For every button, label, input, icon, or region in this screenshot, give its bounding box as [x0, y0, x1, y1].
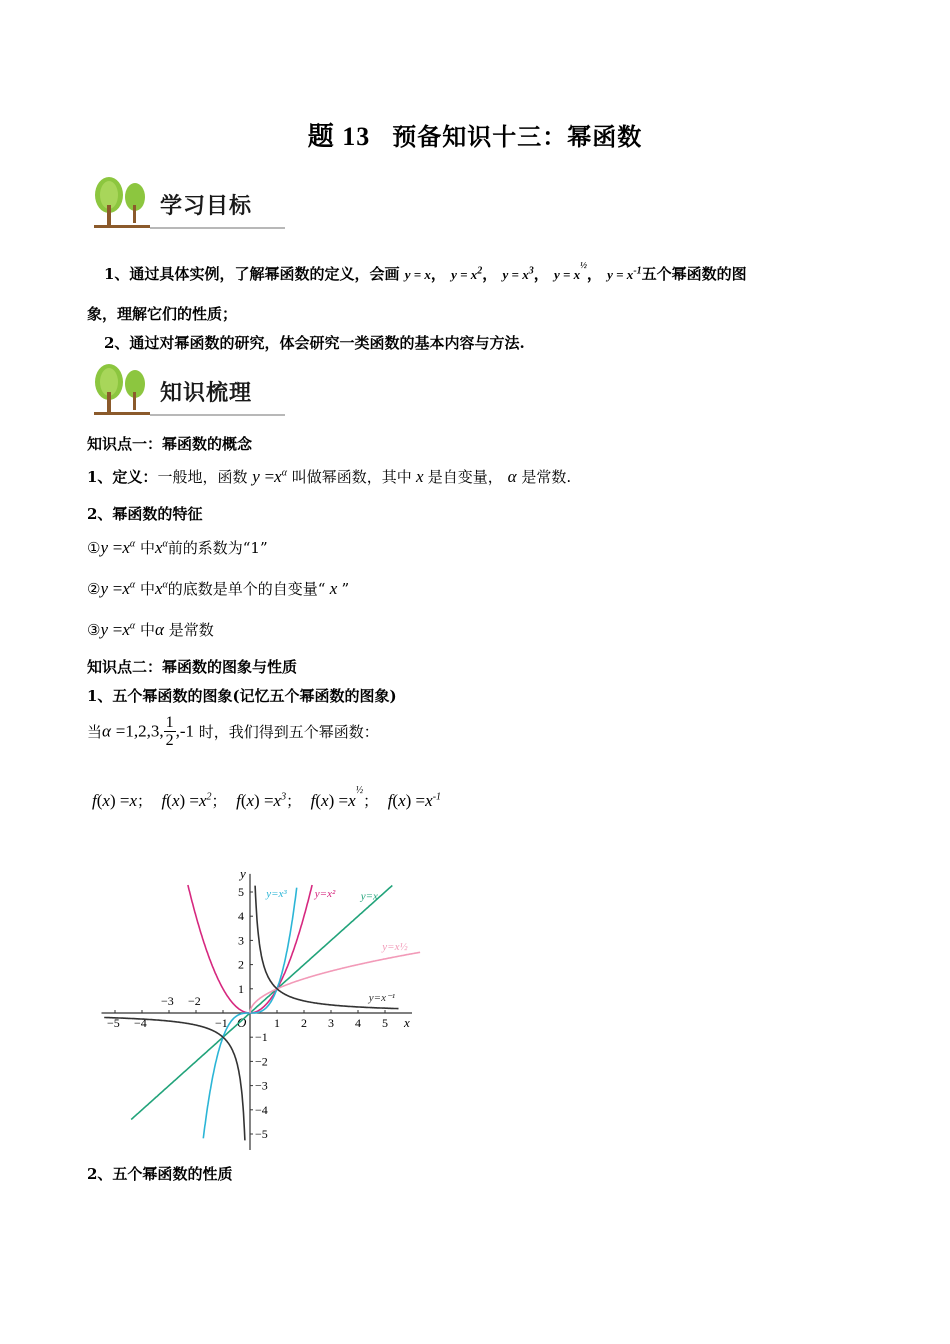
x-tick-label: 1: [274, 1016, 280, 1030]
y-tick-label: 1: [238, 981, 244, 996]
banner-goals: 学习目标: [92, 175, 292, 231]
series-label: y=x⁻¹: [368, 991, 396, 1004]
point2-sub2: 2、五个幂函数的性质: [87, 1165, 233, 1183]
function-list: f(x) =x； $f(x) =x^2$； $f(x) =x^3$； $f(x) =x^{\frac{1}{2}}$； $f(x) =x^{-1}$: [92, 785, 442, 810]
feature-2: ②y $=x^\alpha$ 中$x^\alpha$的底数是单个的自变量“ x ”: [87, 579, 350, 598]
x-tick-label: 2: [301, 1016, 307, 1030]
banner-knowledge: 知识梳理: [92, 362, 292, 418]
goal-item-1-cont: 象，理解它们的性质；: [87, 305, 238, 323]
power-function-graph: [98, 860, 443, 1154]
x-tick-label: 5: [382, 1016, 388, 1030]
alpha-values: 当α =1,2,3, $\frac{1}{2}$ ,-1 时，我们得到五个幂函数：: [87, 714, 379, 749]
chart-svg: [98, 860, 443, 1150]
x-tick-label: 4: [355, 1016, 361, 1030]
point1-heading: 知识点一：幂函数的概念: [87, 435, 253, 453]
point2-sub1: 1、五个幂函数的图象(记忆五个幂函数的图象): [87, 687, 397, 705]
series-label: y=x³: [266, 887, 287, 900]
tree-icon: [92, 362, 152, 418]
math-y-x: y = x: [404, 267, 431, 282]
y-tick-label: −4: [255, 1102, 268, 1117]
y-tick-label: 5: [238, 885, 244, 899]
x-axis-label: x: [404, 1015, 410, 1030]
y-tick-label: −2: [255, 1054, 268, 1069]
origin-label: O: [237, 1015, 247, 1030]
series-label: y=x: [360, 890, 378, 903]
y-tick-label: −5: [255, 1127, 268, 1141]
x-tick-label: 3: [328, 1016, 334, 1030]
y-tick-label: −1: [255, 1030, 268, 1045]
series-label: y=x½: [382, 941, 408, 954]
tree-icon: [92, 175, 152, 231]
feature-3: ③y $=x^\alpha$ 中α 是常数: [87, 620, 214, 639]
x-tick-label: −5: [107, 1016, 120, 1030]
x-tick-label: −3: [161, 994, 174, 1008]
y-tick-label: 4: [238, 909, 244, 924]
goal-item-1: 1、通过具体实例，了解幂函数的定义，会画 y = x， $y = x^2$， $y = x^3$， $y = x^{\frac{1}{2}}$， $y = x^{-1}$五个幂函数的图: [104, 259, 747, 283]
y-tick-label: 3: [238, 933, 244, 948]
x-tick-label: −1: [215, 1016, 228, 1030]
definition: 1、定义：一般地，函数 $y =x^\alpha$ 叫做幂函数，其中 x 是自变量， α 是常数.: [87, 467, 572, 486]
x-tick-label: −4: [134, 1016, 147, 1030]
feature-heading: 2、幂函数的特征: [87, 505, 203, 523]
page-title: 题 13 预备知识十三：幂函数: [307, 122, 643, 151]
y-axis-label: y: [240, 865, 246, 881]
series-label: y=x²: [314, 887, 336, 900]
goal-item-2: 2、通过对幂函数的研究，体会研究一类函数的基本内容与方法.: [104, 334, 525, 352]
x-tick-label: −2: [188, 994, 201, 1008]
y-tick-label: 2: [238, 957, 244, 972]
feature-1: ①y $=x^\alpha$ 中$x^\alpha$前的系数为“1”: [87, 538, 268, 557]
point2-heading: 知识点二：幂函数的图象与性质: [87, 658, 298, 676]
y-tick-label: −3: [255, 1078, 268, 1093]
